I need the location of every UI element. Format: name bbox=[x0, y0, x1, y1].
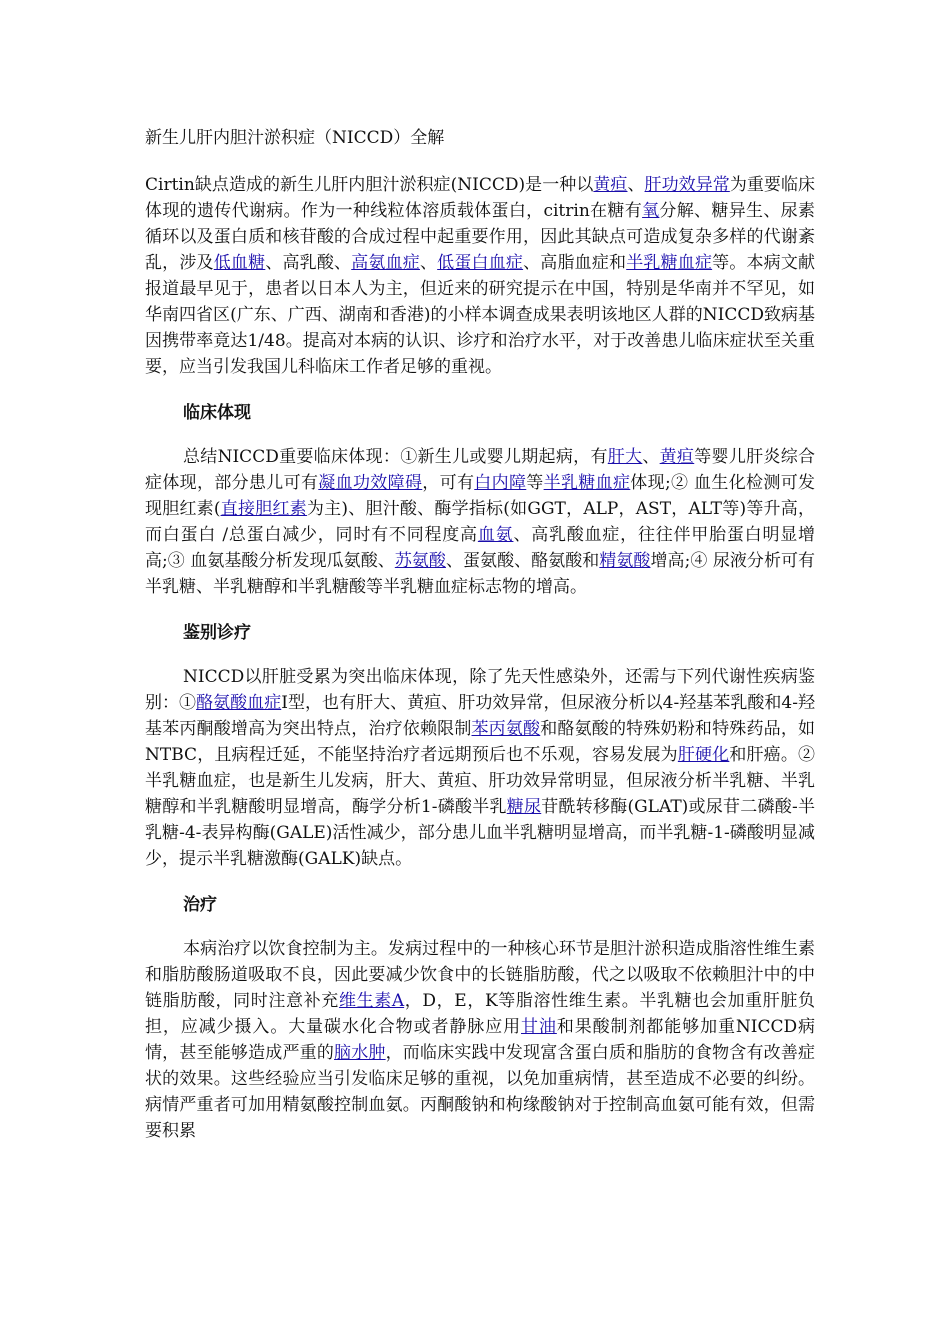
text-run: 、蛋氨酸、酪氨酸和 bbox=[445, 551, 600, 571]
text-run: 、 bbox=[642, 447, 660, 467]
text-run: ，D，E，K等脂溶性维生素。半乳糖也会加重肝脏负担，应减少摄入。大量碳水化合物或者静脉应用 bbox=[145, 991, 816, 1037]
text-run: 总结NICCD重要临床体现：①新生儿或婴儿期起病，有 bbox=[183, 447, 608, 467]
term-link[interactable]: 凝血功效障碍 bbox=[318, 473, 423, 493]
term-link[interactable]: 肝大 bbox=[607, 447, 643, 467]
text-run: 、 bbox=[627, 175, 645, 195]
text-run: 体现;② 血生化检测可发现胆红素( bbox=[145, 473, 816, 519]
text-run: ，而临床实践中发现富含蛋白质和脂肪的食物含有改善症状的效果。这些经验应当引发临床足够的重视，以免加重病情，甚至造成不必要的纠纷。病情严重者可加用精氨酸控制血氨。丙酮酸钠和枸缘酸钠对于控制高血氨可能有效，但需要积累 bbox=[145, 1043, 816, 1141]
term-link[interactable]: 维生素A bbox=[338, 991, 405, 1011]
term-link[interactable]: 半乳糖血症 bbox=[543, 473, 631, 493]
term-link[interactable]: 氧 bbox=[642, 201, 660, 221]
term-link[interactable]: 肝功效异常 bbox=[644, 175, 730, 195]
term-link[interactable]: 肝硬化 bbox=[677, 745, 730, 765]
text-run: 增高;④ 尿液分析可有半乳糖、半乳糖醇和半乳糖酸等半乳糖血症标志物的增高。 bbox=[145, 551, 816, 597]
section-body-clinical bbox=[145, 444, 815, 600]
text-run: 和酪氨酸的特殊奶粉和特殊药品，如NTBC，且病程迁延，不能坚持治疗者远期预后也不乐观，容易发展为 bbox=[145, 719, 816, 765]
text-run: 、高脂血症和 bbox=[523, 253, 627, 273]
term-link[interactable]: 酪氨酸血症 bbox=[196, 693, 282, 713]
term-link[interactable]: 半乳糖血症 bbox=[626, 253, 713, 273]
text-run: 、高乳酸血症，往往伴甲胎蛋白明显增高;③ 血氨基酸分析发现瓜氨酸、 bbox=[145, 525, 816, 571]
term-link[interactable]: 血氨 bbox=[477, 525, 514, 545]
text-run: 、高乳酸、 bbox=[265, 253, 352, 273]
text-run: Ⅰ型，也有肝大、黄疸、肝功效异常，但尿液分析以4-羟基苯乳酸和4-羟基苯丙酮酸增高为突出特点，治疗依赖限制 bbox=[145, 693, 816, 739]
term-link[interactable]: 苯丙氨酸 bbox=[471, 719, 541, 739]
text-run: 、 bbox=[419, 253, 438, 273]
text-run: 本病治疗以饮食控制为主。发病过程中的一种核心环节是胆汁淤积造成脂溶性维生素和脂肪酸肠道吸取不良，因此要减少饮食中的长链脂肪酸，代之以吸取不依赖胆汁中的中链脂肪酸，同时注意补充 bbox=[145, 939, 815, 1011]
text-run: NICCD以肝脏受累为突出临床体现，除了先天性感染外，还需与下列代谢性疾病鉴别：① bbox=[145, 667, 815, 713]
section-body-treatment bbox=[145, 936, 815, 1144]
document-title: 新生儿肝内胆汁淤积症（NICCD）全解 bbox=[145, 128, 445, 148]
section-heading-diagnosis: 鉴别诊疗 bbox=[183, 623, 251, 643]
text-run: 为主)、胆汁酸、酶学指标(如GGT，ALP，AST，ALT等)等升高，而白蛋白 /总蛋白减少，同时有不同程度高 bbox=[145, 499, 816, 545]
term-link[interactable]: 黄疸 bbox=[593, 175, 628, 195]
term-link[interactable]: 黄疸 bbox=[659, 447, 695, 467]
section-heading-clinical: 临床体现 bbox=[183, 403, 251, 423]
term-link[interactable]: 精氨酸 bbox=[599, 551, 651, 571]
text-run: 苷酰转移酶(GLAT)或尿苷二磷酸-半乳糖-4-表异构酶(GALE)活性减少，部分患儿血半乳糖明显增高，而半乳糖-1-磷酸明显减少，提示半乳糖激酶(GALK)缺点。 bbox=[145, 797, 815, 869]
term-link[interactable]: 甘油 bbox=[521, 1017, 557, 1037]
text-run: 和果酸制剂都能够加重NICCD病情，甚至能够造成严重的 bbox=[145, 1017, 816, 1063]
text-run: 等婴儿肝炎综合症体现，部分患儿可有 bbox=[145, 447, 816, 493]
term-link[interactable]: 高氨血症 bbox=[351, 253, 420, 273]
term-link[interactable]: 脑水肿 bbox=[334, 1043, 386, 1063]
intro-paragraph bbox=[145, 172, 815, 380]
text-run: Cirtin缺点造成的新生儿肝内胆汁淤积症(NICCD)是一种以 bbox=[145, 175, 594, 195]
document-page bbox=[145, 125, 815, 1144]
term-link[interactable]: 白内障 bbox=[474, 473, 527, 493]
section-heading-treatment: 治疗 bbox=[183, 895, 217, 915]
term-link[interactable]: 糖尿 bbox=[506, 797, 542, 817]
term-link[interactable]: 直接胆红素 bbox=[220, 499, 307, 519]
term-link[interactable]: 苏氨酸 bbox=[394, 551, 446, 571]
term-link[interactable]: 低蛋白血症 bbox=[437, 253, 524, 273]
section-body-diagnosis bbox=[145, 664, 815, 872]
text-run: ，可有 bbox=[422, 473, 475, 493]
text-run: 等。本病文献报道最早见于，患者以日本人为主，但近来的研究提示在中国，特别是华南并不罕见，如华南四省区(广东、广西、湖南和香港)的小样本调查成果表明该地区人群的NICCD致病基因携带率竟达1/48。提高对本病的认识、诊疗和治疗水平，对于改善患儿临床症状至关重要，应当引发我国儿科临床工作者足够的重视。 bbox=[145, 253, 816, 377]
text-run: 为重要临床体现的遗传代谢病。作为一种线粒体溶质载体蛋白，citrin在糖有 bbox=[145, 175, 816, 221]
term-link[interactable]: 低血糖 bbox=[213, 253, 266, 273]
text-run: 等 bbox=[526, 473, 544, 493]
text-run: 和肝癌。②半乳糖血症，也是新生儿发病，肝大、黄疸、肝功效异常明显，但尿液分析半乳糖、半乳糖醇和半乳糖酸明显增高，酶学分析1-磷酸半乳 bbox=[145, 745, 816, 817]
text-run: 分解、糖异生、尿素循环以及蛋白质和核苷酸的合成过程中起重要作用，因此其缺点可造成复杂多样的代谢紊乱，涉及 bbox=[145, 201, 816, 273]
